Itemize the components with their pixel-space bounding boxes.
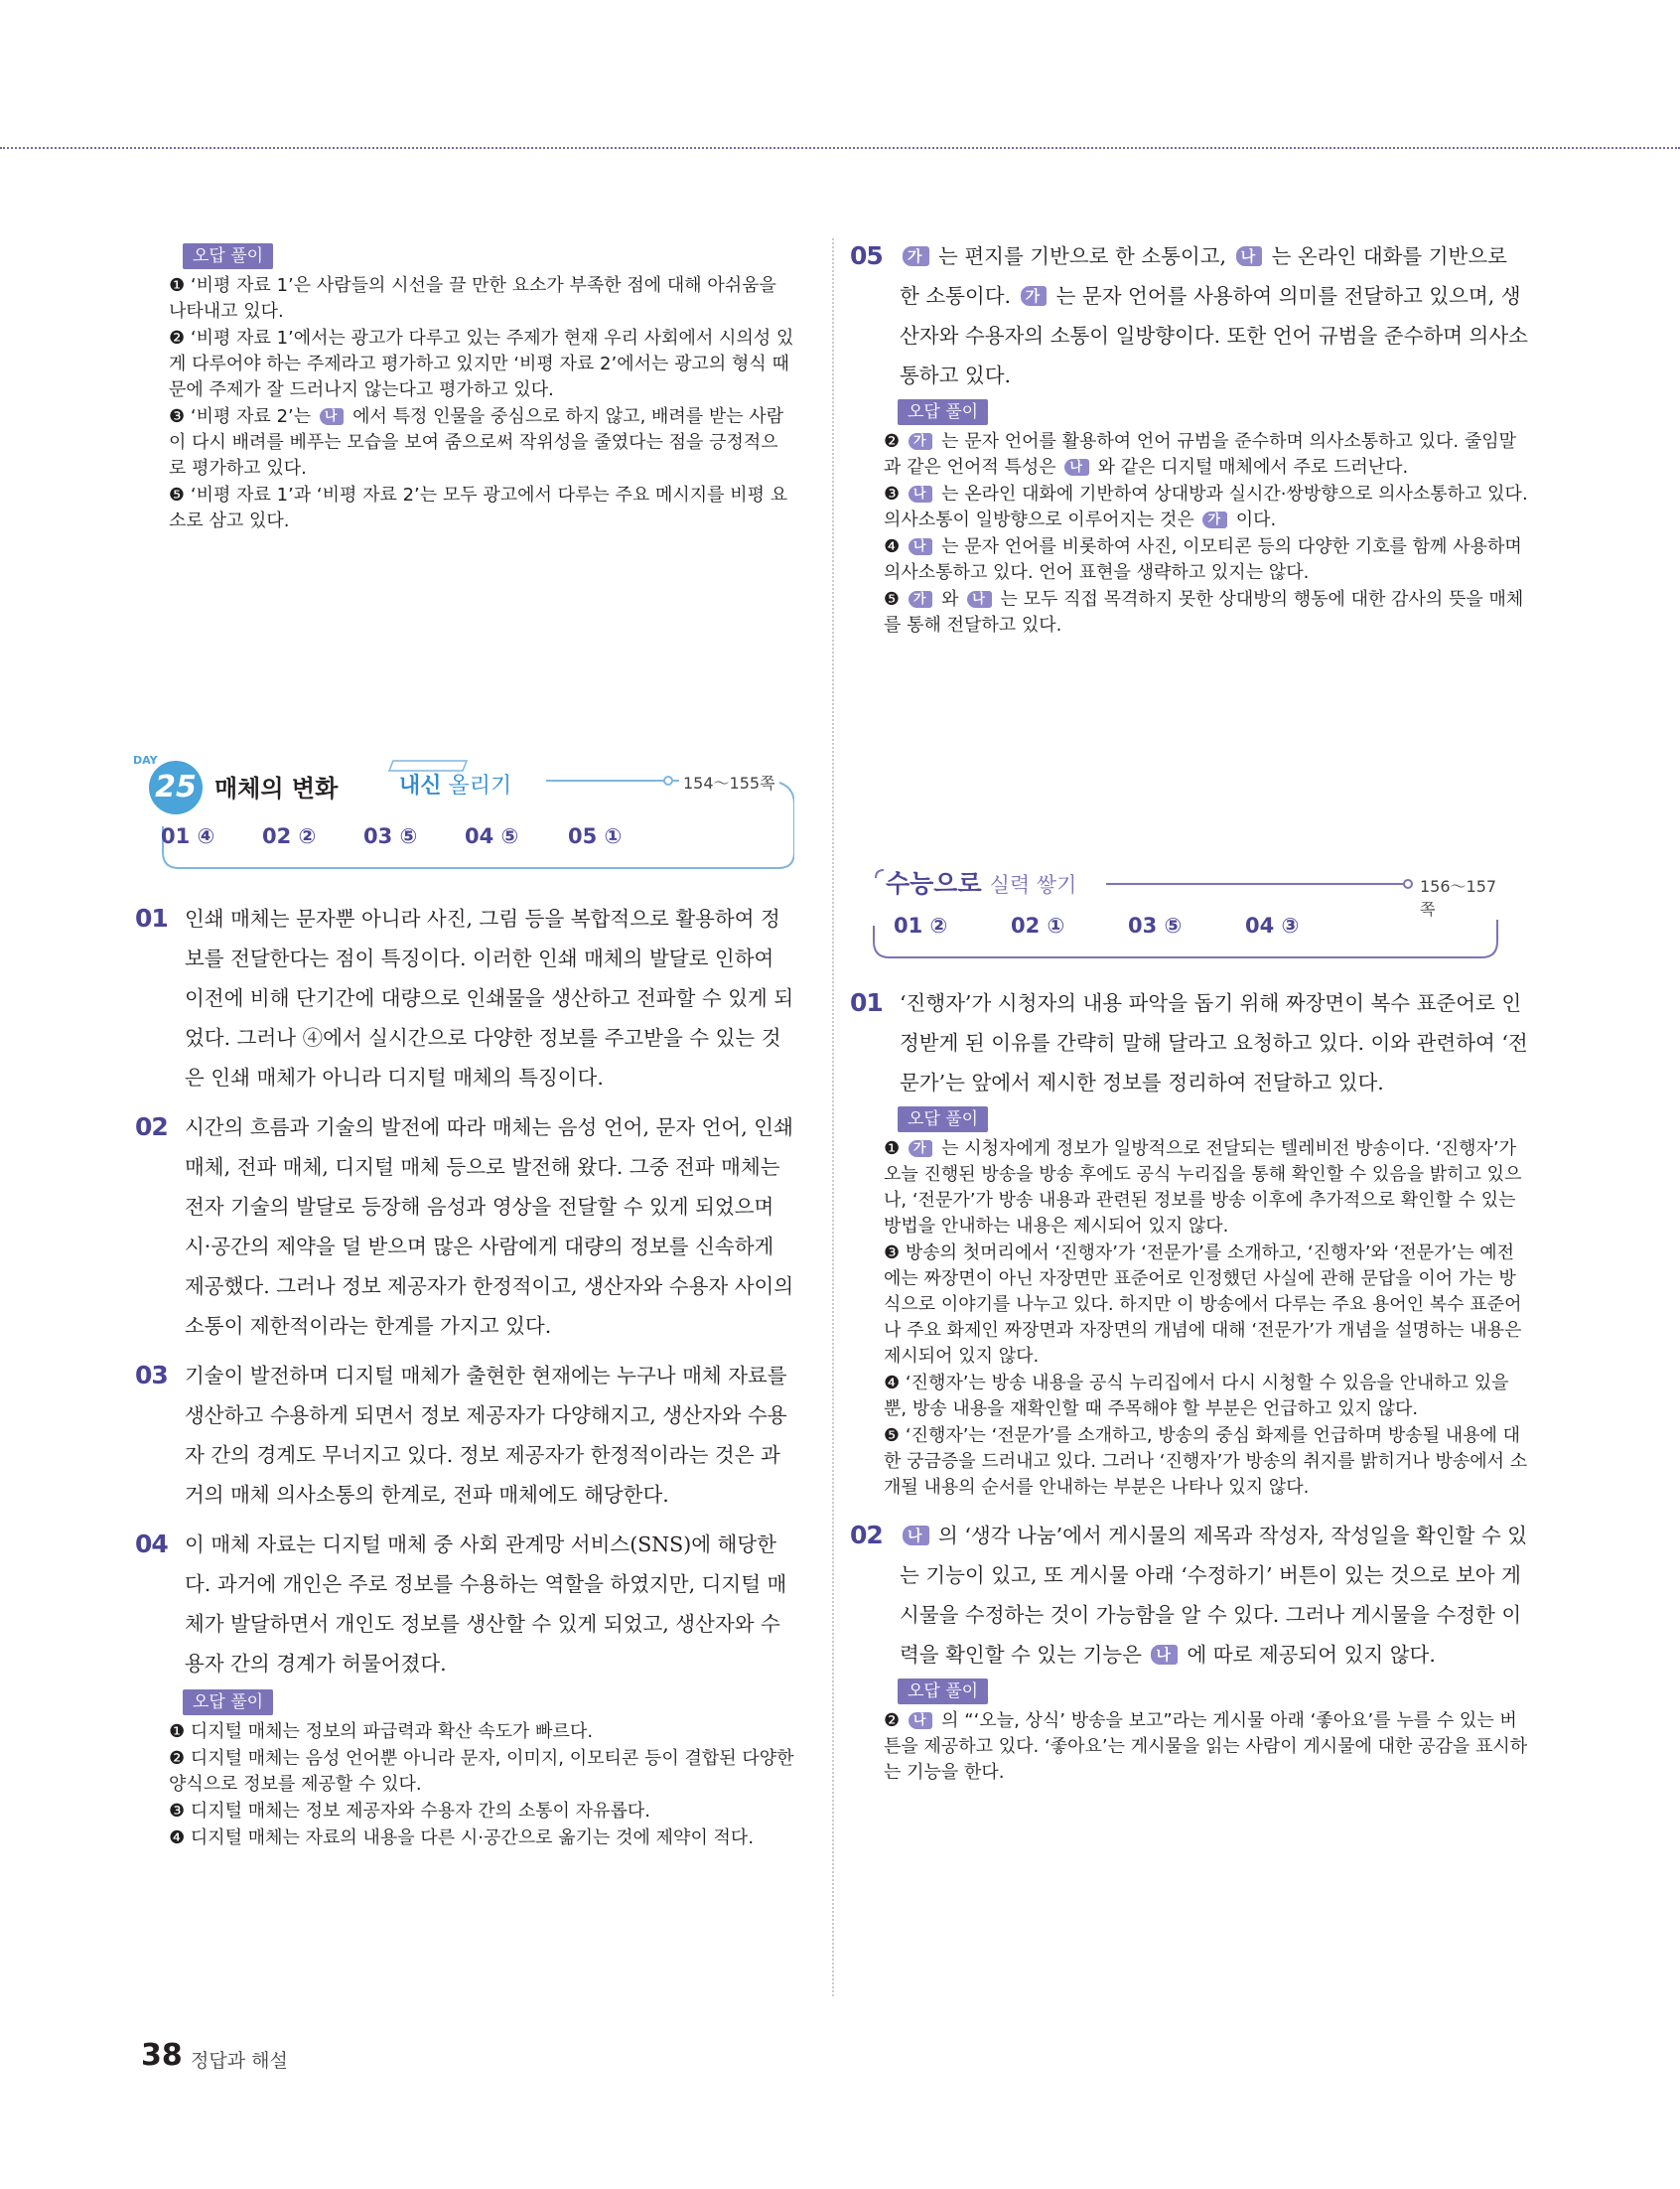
day-label: DAY xyxy=(133,754,158,767)
page-range: 154～155쪽 xyxy=(679,771,779,794)
passage-tag: 나 xyxy=(909,486,933,503)
question-number: 01 xyxy=(850,988,883,1017)
question-number: 02 xyxy=(135,1112,168,1141)
passage-tag: 가 xyxy=(909,1140,933,1157)
odap-item: ❹ 나 는 문자 언어를 비롯하여 사진, 이모티콘 등의 다양한 기호를 함께 사용하며 의사소통하고 있다. 언어 표현을 생략하고 있지는 않다. xyxy=(884,536,1522,583)
title-bold: 수능으로 xyxy=(886,869,982,898)
question-text: 인쇄 매체는 문자뿐 아니라 사진, 그림 등을 복합적으로 활용하여 정보를 전달한다는 점이 특징이다. 이러한 인쇄 매체의 발달로 인하여 이전에 비해 단기간에 대량으로 인쇄물을 생산하고 전파할 수 있게 되었다. 그러나 ④에서 실시간으로 다양한 정보를 주고받을 수 있는 것은 인쇄 매체가 아니라 디지털 매체의 특징이다. xyxy=(185,907,794,1090)
odap-item: ❶ 가 는 시청자에게 정보가 일방적으로 전달되는 텔레비전 방송이다. ‘진행자’가 오늘 진행된 방송을 방송 후에도 공식 누리집을 통해 확인할 수 있음을 밝히고 있으나, ‘전문가’가 방송 내용과 관련된 정보를 방송 이후에 추가적으로 확인할 수 있는 방법을 안내하는 내용은 제시되어 있지 않다. xyxy=(884,1138,1522,1237)
answer-item: 02 ② xyxy=(262,824,317,848)
section-subtitle xyxy=(399,769,511,800)
answer-item: 04 ③ xyxy=(1245,914,1300,938)
question-text: 나 의 ‘생각 나눔’에서 게시물의 제목과 작성자, 작성일을 확인할 수 있는 기능이 있고, 또 게시물 아래 ‘수정하기’ 버튼이 있는 것으로 보아 게시물을 수정하는 것이 가능함을 알 수 있다. 그러나 게시물을 수정한 이력을 확인할 수 있는 기능은 나 에 따로 제공되어 있지 않다. xyxy=(900,1524,1528,1667)
passage-tag: 나 xyxy=(1151,1645,1178,1665)
day-number-badge: 25 xyxy=(149,761,203,814)
question-number: 04 xyxy=(135,1530,168,1558)
odap-item: ❶ ‘비평 자료 1’은 사람들의 시선을 끌 만한 요소가 부족한 점에 대해 아쉬움을 나타내고 있다. xyxy=(169,275,776,322)
odap-badge: 오답 풀이 xyxy=(898,1678,988,1704)
question xyxy=(135,1107,794,1346)
question-text: 이 매체 자료는 디지털 매체 중 사회 관계망 서비스(SNS)에 해당한다. 과거에 개인은 주로 정보를 수용하는 역할을 하였지만, 디지털 매체가 발달하면서 개인도 정보를 생산할 수 있게 되었고, 생산자와 수용자 간의 경계가 허물어졌다. xyxy=(185,1532,787,1676)
column-divider xyxy=(832,238,834,1996)
passage-tag: 나 xyxy=(1236,246,1263,266)
question-number: 03 xyxy=(135,1361,168,1389)
left-questions xyxy=(135,899,794,1852)
odap-item: ❷ 가 는 문자 언어를 활용하여 언어 규범을 준수하며 의사소통하고 있다. 줄임말과 같은 언어적 특성은 나 와 같은 디지털 매체에서 주로 드러난다. xyxy=(884,431,1516,478)
answer-item: 02 ① xyxy=(1011,914,1065,938)
odap-items xyxy=(884,1136,1529,1501)
question-text: 가 는 편지를 기반으로 한 소통이고, 나 는 온라인 대화를 기반으로 한 소통이다. 가 는 문자 언어를 사용하여 의미를 전달하고 있으며, 생산자와 수용자의 소통이 일방향이다. 또한 언어 규범을 준수하며 의사소통하고 있다. xyxy=(900,244,1528,387)
answer-item: 05 ① xyxy=(568,824,623,848)
odap-badge: 오답 풀이 xyxy=(183,1689,273,1715)
odap-items xyxy=(884,1708,1529,1786)
title-rest: 실력 쌓기 xyxy=(989,873,1077,897)
odap-item: ❺ ‘진행자’는 ‘전문가’를 소개하고, 방송의 중심 화제를 언급하며 방송될 내용에 대한 궁금증을 드러내고 있다. 그러나 ‘진행자’가 방송의 취지를 밝히거나 방송에서 소개될 내용의 순서를 안내하는 부분은 나타나 있지 않다. xyxy=(884,1425,1528,1498)
odap-item: ❸ ‘비평 자료 2’는 나 에서 특정 인물을 중심으로 하지 않고, 배려를 받는 사람이 다시 배려를 베푸는 모습을 보여 줌으로써 작위성을 줄였다는 점을 긍정적으로 평가하고 있다. xyxy=(169,406,784,479)
suneung-section-header xyxy=(872,864,1503,963)
odap-item: ❹ 디지털 매체는 자료의 내용을 다른 시·공간으로 옮기는 것에 제약이 적다. xyxy=(169,1827,755,1848)
question-text: ‘진행자’가 시청자의 내용 파악을 돕기 위해 짜장면이 복수 표준어로 인정받게 된 이유를 간략히 말해 달라고 요청하고 있다. 이와 관련하여 ‘전문가’는 앞에서 제시한 정보를 정리하여 전달하고 있다. xyxy=(900,991,1528,1094)
odap-item: ❷ 나 의 “‘오늘, 상식’ 방송을 보고”라는 게시물 아래 ‘좋아요’를 누를 수 있는 버튼을 제공하고 있다. ‘좋아요’는 게시물을 읽는 사람이 게시물에 대한 공감을 표시하는 기능을 한다. xyxy=(884,1710,1528,1783)
odap-item: ❹ ‘진행자’는 방송 내용을 공식 누리집에서 다시 시청할 수 있음을 안내하고 있을 뿐, 방송 내용을 재확인할 때 주목해야 할 부분은 언급하고 있지 않다. xyxy=(884,1373,1509,1419)
section-title xyxy=(886,864,1076,900)
odap-items xyxy=(884,429,1529,639)
page-number: 38 xyxy=(141,2038,183,2073)
passage-tag: 나 xyxy=(967,591,992,608)
passage-tag: 나 xyxy=(909,538,933,555)
odap-items xyxy=(169,273,794,534)
right-q05 xyxy=(850,236,1529,640)
odap-item: ❸ 디지털 매체는 정보 제공자와 수용자 간의 소통이 자유롭다. xyxy=(169,1801,650,1822)
passage-tag: 나 xyxy=(1064,459,1089,476)
answer-item: 01 ④ xyxy=(161,824,215,848)
question-number: 01 xyxy=(135,904,168,933)
question xyxy=(135,1525,794,1683)
answer-item: 03 ⑤ xyxy=(1128,914,1183,938)
answer-item: 04 ⑤ xyxy=(465,824,519,848)
footer-label: 정답과 해설 xyxy=(191,2050,288,2072)
question xyxy=(850,1516,1529,1675)
answer-row xyxy=(161,824,757,854)
question-number: 05 xyxy=(850,241,883,270)
odap-item: ❷ ‘비평 자료 1’에서는 광고가 다루고 있는 주제가 현재 우리 사회에서 시의성 있게 다루어야 하는 주제라고 평가하고 있지만 ‘비평 자료 2’에서는 광고의 형식 때문에 주제가 잘 드러나지 않는다고 평가하고 있다. xyxy=(169,328,794,400)
answer-item: 03 ⑤ xyxy=(363,824,418,848)
passage-tag: 가 xyxy=(1202,511,1227,528)
question xyxy=(850,983,1529,1102)
odap-item: ❺ 가 와 나 는 모두 직접 목격하지 못한 상대방의 행동에 대한 감사의 뜻을 매체를 통해 전달하고 있다. xyxy=(884,589,1524,636)
subtitle-rest: 올리기 xyxy=(448,774,512,799)
question-text: 시간의 흐름과 기술의 발전에 따라 매체는 음성 언어, 문자 언어, 인쇄 매체, 전파 매체, 디지털 매체 등으로 발전해 왔다. 그중 전파 매체는 전자 기술의 발달로 등장해 음성과 영상을 전달할 수 있게 되었으며 시·공간의 제약을 덜 받으며 많은 사람에게 대량의 정보를 신속하게 제공했다. 그러나 정보 제공자가 한정적이고, 생산자와 수용자 사이의 소통이 제한적이라는 한계를 가지고 있다. xyxy=(185,1115,794,1338)
passage-tag: 가 xyxy=(903,246,929,266)
odap-badge: 오답 풀이 xyxy=(898,1106,988,1132)
passage-tag: 가 xyxy=(1021,286,1048,306)
passage-tag: 가 xyxy=(909,433,933,450)
page-range: 156～157쪽 xyxy=(1416,874,1503,920)
passage-tag: 나 xyxy=(909,1712,933,1729)
subtitle-bold: 내신 xyxy=(399,774,442,799)
passage-tag: 나 xyxy=(320,408,345,425)
left-top-odap xyxy=(149,241,794,535)
question-number: 02 xyxy=(850,1521,883,1549)
section-title: 매체의 변화 xyxy=(214,775,339,803)
passage-tag: 나 xyxy=(903,1526,929,1545)
answer-item: 01 ② xyxy=(894,914,948,938)
question xyxy=(135,1356,794,1515)
odap-badge: 오답 풀이 xyxy=(898,399,988,425)
odap-badge: 오답 풀이 xyxy=(183,243,273,269)
odap-item: ❸ 방송의 첫머리에서 ‘진행자’가 ‘전문가’를 소개하고, ‘진행자’와 ‘전문가’는 예전에는 짜장면이 아닌 자장면만 표준어로 인정했던 사실에 관해 문답을 이어 가는 방식으로 이야기를 나누고 있다. 하지만 이 방송에서 다루는 주요 용어인 복수 표준어나 주요 화제인 짜장면과 자장면의 개념에 대해 ‘전문가’가 개념을 설명하는 내용은 제시되어 있지 않다. xyxy=(884,1242,1522,1367)
day25-section-header xyxy=(133,754,794,872)
top-dotted-rule xyxy=(0,147,1680,149)
question xyxy=(135,899,794,1097)
odap-items xyxy=(169,1719,794,1851)
passage-tag: 가 xyxy=(909,591,933,608)
question-text: 기술이 발전하며 디지털 매체가 출현한 현재에는 누구나 매체 자료를 생산하고 수용하게 되면서 정보 제공자가 다양해지고, 생산자와 수용자 간의 경계도 무너지고 있다. 정보 제공자가 한정적이라는 것은 과거의 매체 의사소통의 한계로, 전파 매체에도 해당한다. xyxy=(185,1364,787,1507)
odap-item: ❶ 디지털 매체는 정보의 파급력과 확산 속도가 빠르다. xyxy=(169,1721,594,1742)
answer-row xyxy=(894,914,1450,944)
right-q01-q02 xyxy=(850,983,1529,1787)
odap-item: ❺ ‘비평 자료 1’과 ‘비평 자료 2’는 모두 광고에서 다루는 주요 메시지를 비평 요소로 삼고 있다. xyxy=(169,485,788,531)
question xyxy=(850,236,1529,395)
odap-item: ❸ 나 는 온라인 대화에 기반하여 상대방과 실시간·쌍방향으로 의사소통하고 있다. 의사소통이 일방향으로 이루어지는 것은 가 이다. xyxy=(884,484,1528,530)
odap-item: ❷ 디지털 매체는 음성 언어뿐 아니라 문자, 이미지, 이모티콘 등이 결합된 다양한 양식으로 정보를 제공할 수 있다. xyxy=(169,1748,794,1795)
